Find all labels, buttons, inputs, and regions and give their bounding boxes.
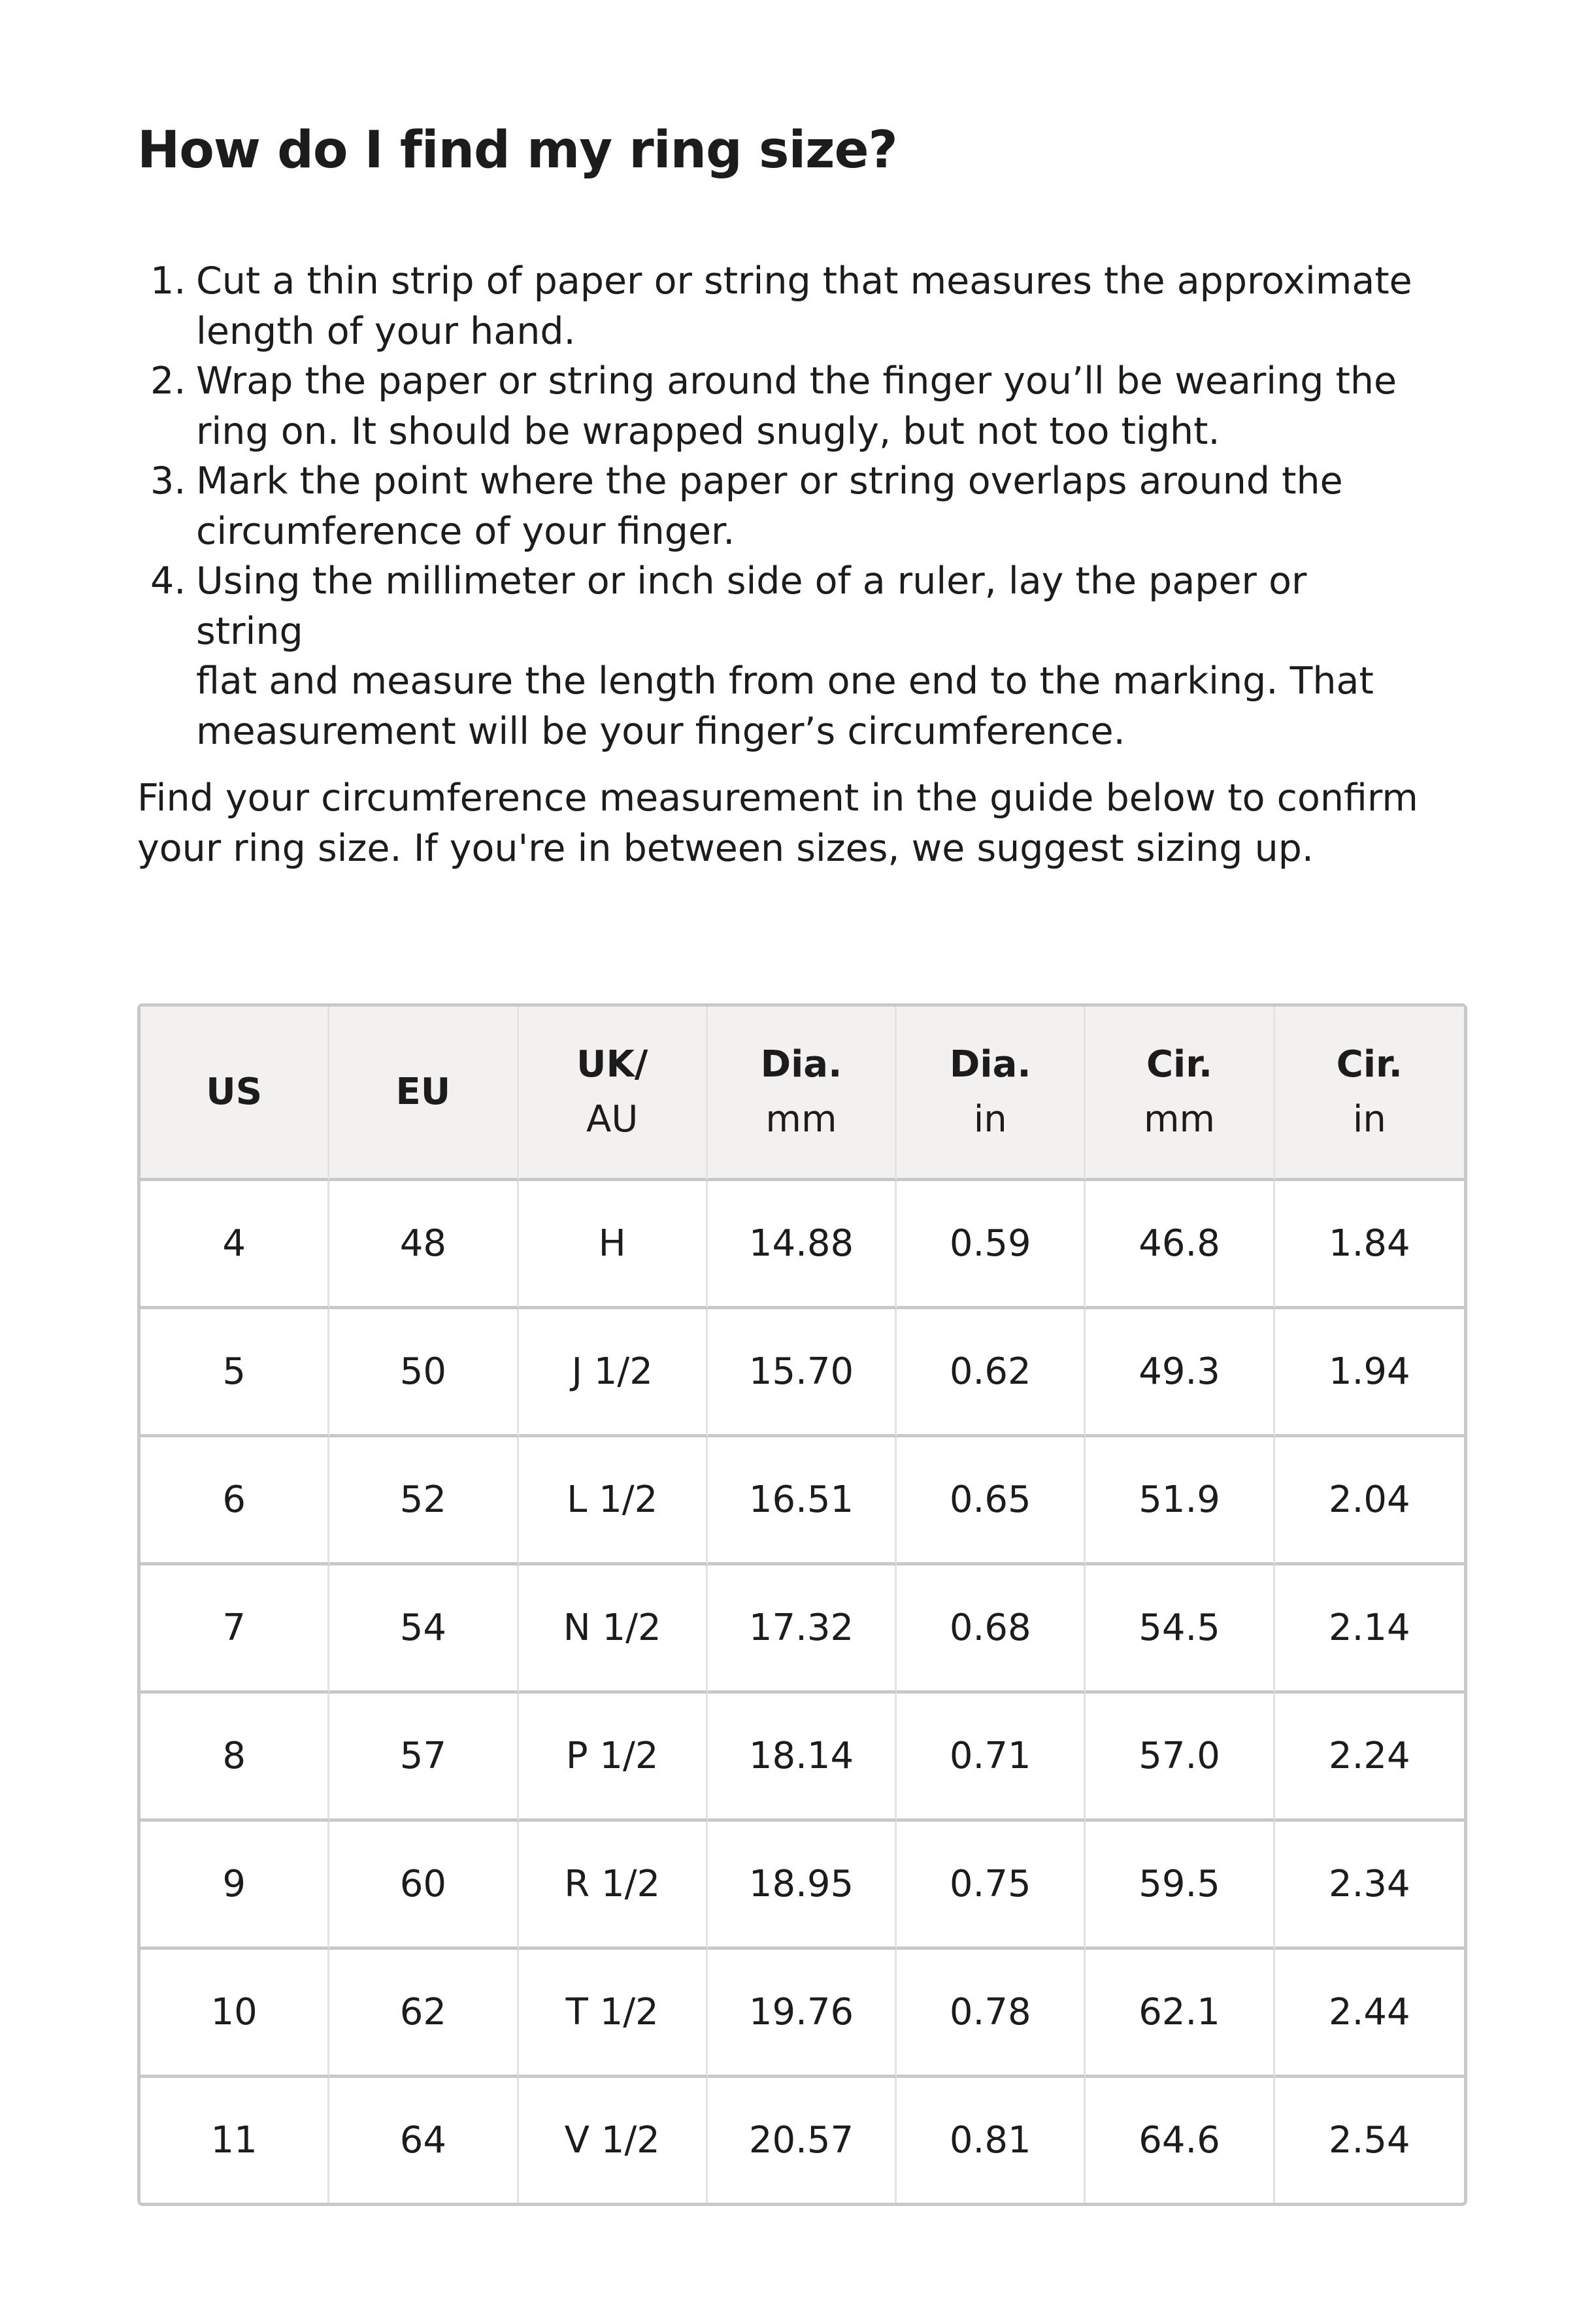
step-text: Using the millimeter or inch side of a ruler, lay the paper or string flat and measure the length from one end to the marking. That measurement will be your finger’s circumference.	[196, 560, 1374, 753]
table-cell: 51.9	[1086, 1437, 1274, 1565]
table-cell: 0.65	[897, 1437, 1086, 1565]
column-header-label: Dia.	[760, 1043, 842, 1086]
column-header-label: Cir.	[1336, 1043, 1403, 1086]
table-cell: N 1/2	[519, 1565, 708, 1694]
table-cell: 59.5	[1086, 1822, 1274, 1950]
table-row	[141, 1309, 1464, 1437]
table-cell: 9	[141, 1822, 329, 1950]
table-cell: 18.95	[708, 1822, 897, 1950]
table-cell: 17.32	[708, 1565, 897, 1694]
table-cell: 14.88	[708, 1181, 897, 1309]
table-cell: 19.76	[708, 1950, 897, 2078]
table-cell: 52	[329, 1437, 518, 1565]
table-cell: 18.14	[708, 1694, 897, 1822]
instruction-step	[137, 456, 1418, 556]
table-cell: 46.8	[1086, 1181, 1274, 1309]
table-cell: 1.84	[1275, 1181, 1464, 1309]
column-header	[1086, 1007, 1274, 1181]
table-cell: 11	[141, 2078, 329, 2203]
table-cell: 50	[329, 1309, 518, 1437]
table-cell: 2.04	[1275, 1437, 1464, 1565]
table-header	[141, 1007, 1464, 1181]
table-cell: 10	[141, 1950, 329, 2078]
column-header-label: Cir.	[1146, 1043, 1213, 1086]
instruction-step	[137, 356, 1418, 456]
table-cell: R 1/2	[519, 1822, 708, 1950]
table-cell: 62	[329, 1950, 518, 2078]
table-row	[141, 2078, 1464, 2203]
table-cell: 0.78	[897, 1950, 1086, 2078]
table-cell: 60	[329, 1822, 518, 1950]
instruction-step	[137, 256, 1418, 356]
table-cell: 0.59	[897, 1181, 1086, 1309]
column-header-unit: in	[1352, 1098, 1386, 1141]
page-title: How do I find my ring size?	[137, 121, 897, 180]
column-header	[141, 1007, 329, 1181]
table-cell: 49.3	[1086, 1309, 1274, 1437]
column-header-label: US	[206, 1071, 263, 1113]
table-cell: 54	[329, 1565, 518, 1694]
table-cell: 16.51	[708, 1437, 897, 1565]
table-cell: 15.70	[708, 1309, 897, 1437]
table-cell: 6	[141, 1437, 329, 1565]
table-cell: 2.54	[1329, 2119, 1410, 2162]
table-cell: 8	[141, 1694, 329, 1822]
step-text: Cut a thin strip of paper or string that measures the approximate length of your hand.	[196, 259, 1412, 353]
table-cell: 2.14	[1275, 1565, 1464, 1694]
table-cell: 0.68	[897, 1565, 1086, 1694]
table-cell: 0.62	[897, 1309, 1086, 1437]
table-row	[141, 1950, 1464, 2078]
table-cell: 5	[141, 1309, 329, 1437]
table-row	[141, 1822, 1464, 1950]
table-cell: 7	[141, 1565, 329, 1694]
table-cell: V 1/2	[519, 2078, 708, 2203]
column-header-unit: AU	[586, 1098, 639, 1141]
table-cell: P 1/2	[519, 1694, 708, 1822]
table-cell: 64	[329, 2078, 518, 2203]
table-cell: 0.81	[897, 2078, 1086, 2203]
table-cell: 2.34	[1275, 1822, 1464, 1950]
table-row	[141, 1694, 1464, 1822]
table-body	[141, 1181, 1464, 2203]
table-cell: 48	[329, 1181, 518, 1309]
step-number: 3.	[150, 460, 186, 503]
table-cell: 0.75	[897, 1822, 1086, 1950]
table-row	[141, 1437, 1464, 1565]
column-header-unit: mm	[1143, 1098, 1216, 1141]
table-cell: 2.44	[1275, 1950, 1464, 2078]
table-cell: 1.94	[1275, 1309, 1464, 1437]
table-cell: T 1/2	[519, 1950, 708, 2078]
table-cell: 0.71	[897, 1694, 1086, 1822]
header-row	[141, 1007, 1464, 1181]
table-cell: 62.1	[1086, 1950, 1274, 2078]
column-header	[897, 1007, 1086, 1181]
table-cell: 20.57	[708, 2078, 897, 2203]
table-cell: 64.6	[1086, 2078, 1274, 2203]
table-cell: H	[519, 1181, 708, 1309]
table-cell: 54.5	[1086, 1565, 1274, 1694]
table-row	[141, 1181, 1464, 1309]
step-number: 2.	[150, 359, 186, 403]
column-header	[519, 1007, 708, 1181]
table-row	[141, 1565, 1464, 1694]
step-text: Mark the point where the paper or string overlaps around the circumference of your finger.	[196, 460, 1343, 553]
step-text: Wrap the paper or string around the finger you’ll be wearing the ring on. It should be wrapped snugly, but not too tight.	[196, 359, 1397, 453]
table-cell: 57.0	[1086, 1694, 1274, 1822]
instruction-step	[137, 556, 1418, 756]
column-header	[329, 1007, 518, 1181]
table-cell: J 1/2	[519, 1309, 708, 1437]
column-header	[708, 1007, 897, 1181]
step-number: 1.	[150, 259, 186, 303]
table-cell: 4	[141, 1181, 329, 1309]
column-header	[1275, 1007, 1464, 1181]
instructions-list	[137, 256, 1418, 756]
step-number: 4.	[150, 560, 186, 603]
ring-size-table	[137, 1003, 1467, 2206]
table-cell: 2.24	[1275, 1694, 1464, 1822]
column-header-unit: mm	[765, 1098, 837, 1141]
column-header-label: Dia.	[949, 1043, 1031, 1086]
column-header-label: EU	[395, 1071, 451, 1113]
size-guide-intro: Find your circumference measurement in the guide below to confirm your ring size. If you're in between sizes, we suggest sizing up.	[137, 777, 1418, 870]
column-header-unit: in	[973, 1098, 1007, 1141]
column-header-label: UK/	[576, 1043, 648, 1086]
table-cell: L 1/2	[519, 1437, 708, 1565]
table-cell: 57	[329, 1694, 518, 1822]
